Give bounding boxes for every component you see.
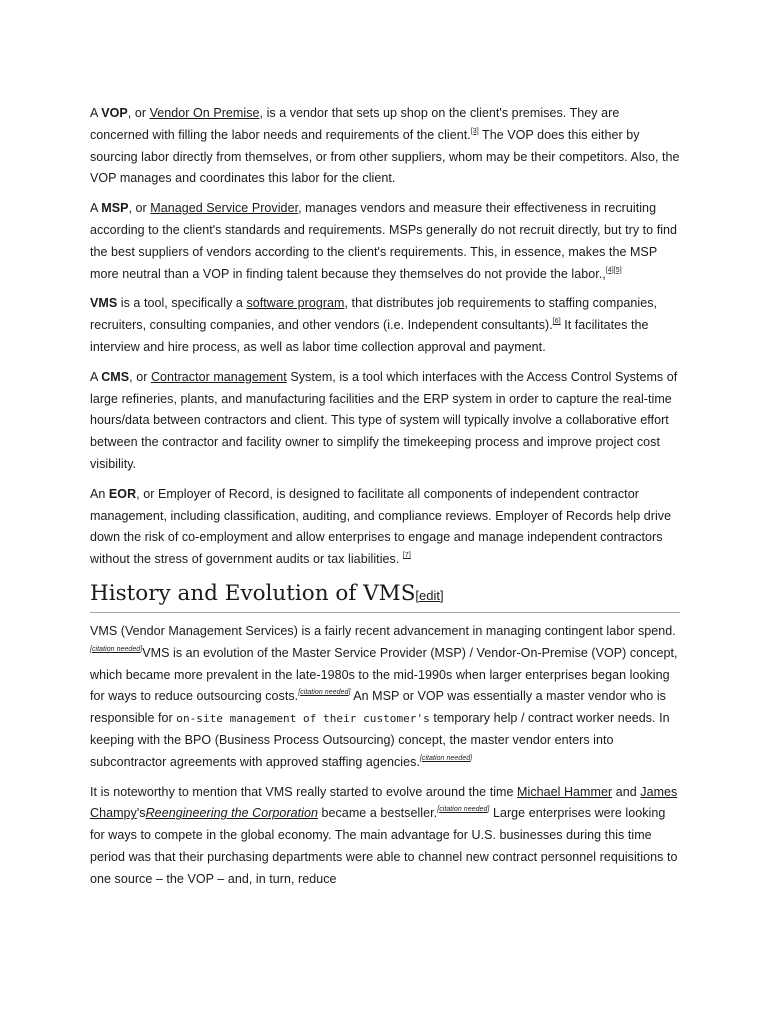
paragraph-eor bbox=[90, 484, 680, 571]
citation-needed-link[interactable]: citation needed bbox=[421, 754, 471, 762]
text: A bbox=[90, 201, 102, 216]
citation-4[interactable] bbox=[606, 267, 614, 274]
link-james-champy[interactable]: James Champy bbox=[90, 784, 678, 821]
text: , that distributes job requirements to staffing companies, recruiters, consulting companies, and other vendors (i.e. Independent consultants). bbox=[90, 296, 658, 333]
text: , is a vendor that sets up shop on the client's premises. They are concerned with filling the labor needs and requirements of the client. bbox=[90, 106, 620, 142]
term-msp: MSP bbox=[101, 201, 129, 216]
link-vendor-on-premise[interactable]: Vendor On Premise bbox=[149, 106, 260, 120]
term-cms: CMS bbox=[101, 369, 130, 384]
text: An bbox=[90, 486, 109, 501]
article-body bbox=[90, 103, 680, 899]
text: , or bbox=[129, 369, 151, 384]
paragraph-vms bbox=[90, 293, 680, 358]
text: A bbox=[90, 106, 102, 120]
text: , or Employer of Record, is designed to facilitate all components of independent contractor management, including classification, auditing, and compliance reviews. Employer of Records help drive down the risk of co-employment and allow enterprises to engage and manage independent contractors without the stress of government audits or tax liabilities. bbox=[90, 486, 672, 567]
citation-link[interactable]: [4] bbox=[605, 266, 614, 274]
link-reengineering-the-corporation[interactable]: Reengineering the Corporation bbox=[145, 806, 319, 821]
term-eor: EOR bbox=[108, 486, 137, 501]
edit-link[interactable]: edit bbox=[419, 587, 441, 603]
link-michael-hammer[interactable]: Michael Hammer bbox=[517, 784, 613, 799]
citation-needed[interactable]: [citation needed] bbox=[437, 806, 490, 814]
text: VMS is an evolution of the Master Service Provider (MSP) / Vendor-On-Premise (VOP) concept, which became more prevalent in the late-1980s to the mid-1990s when larger enterprises began looking for ways to reduce outsourcing costs. bbox=[90, 645, 678, 704]
text: Large enterprises were looking for ways to compete in the global economy. The main advantage for U.S. businesses during this time period was that their purchasing departments were able to channel new contract personnel requisitions to one source – the VOP – and, in turn, reduce bbox=[90, 806, 678, 886]
text: , or bbox=[127, 106, 150, 120]
text: temporary help / contract worker needs. In keeping with the BPO (Business Process Outsourcing) concept, the master vendor enters into subcontractor agreements with approved staffing agencies. bbox=[90, 711, 670, 769]
citation-needed[interactable]: [citation needed] bbox=[419, 754, 473, 762]
citation-5[interactable] bbox=[614, 267, 622, 274]
text: , manages vendors and measure their effectiveness in recruiting according to the client's standards and requirements. MSPs generally do not recruit directly, but try to find the best suppliers of vendors according to the client's requirements. This, in essence, makes the MSP more neutral than a VOP in finding talent because they themselves do not provide the labor., bbox=[90, 201, 678, 281]
citation-needed-link[interactable]: citation needed bbox=[300, 689, 349, 697]
citation-link[interactable]: [5] bbox=[613, 266, 622, 274]
text: 's bbox=[136, 806, 146, 821]
heading-title: History and Evolution of VMS bbox=[90, 580, 416, 606]
section-heading-history bbox=[90, 581, 680, 613]
text: on-site management of their customer's bbox=[176, 712, 430, 726]
link-software-program[interactable]: software program bbox=[246, 296, 345, 311]
citation-6[interactable] bbox=[553, 318, 561, 325]
paragraph-cms bbox=[90, 367, 680, 476]
term-vms: VMS bbox=[90, 296, 118, 311]
citation-needed[interactable]: [citation needed] bbox=[90, 645, 143, 653]
text: and bbox=[612, 784, 641, 799]
text: The VOP does this either by sourcing labor directly from themselves, or from other suppliers, whom may be their competitors. Also, the VOP manages and coordinates this labor for the client. bbox=[90, 127, 680, 186]
paragraph-vop bbox=[90, 103, 680, 190]
link-contractor-management[interactable]: Contractor management bbox=[150, 369, 287, 384]
citation-link[interactable]: [6] bbox=[552, 318, 561, 326]
text: It is noteworthy to mention that VMS really started to evolve around the time bbox=[90, 784, 518, 799]
bracket: [ bbox=[415, 587, 420, 603]
term-vop: VOP bbox=[101, 106, 128, 120]
citation-3[interactable] bbox=[471, 128, 479, 135]
citation-needed-link[interactable]: citation needed bbox=[92, 645, 141, 653]
citation-link[interactable]: [3] bbox=[470, 127, 479, 135]
text: A bbox=[90, 369, 102, 384]
paragraph-history-2 bbox=[90, 782, 680, 891]
text: VMS (Vendor Management Services) is a fairly recent advancement in managing contingent labor spend. bbox=[90, 623, 676, 638]
paragraph-history-1 bbox=[90, 621, 680, 774]
text: It facilitates the interview and hire process, as well as labor time collection approval and payment. bbox=[90, 318, 649, 354]
text: , or bbox=[128, 201, 151, 216]
citation-needed-link[interactable]: citation needed bbox=[439, 806, 488, 814]
link-managed-service-provider[interactable]: Managed Service Provider bbox=[150, 201, 299, 216]
bracket: ] bbox=[440, 587, 444, 603]
text: An MSP or VOP was essentially a master vendor who is responsible for bbox=[90, 689, 666, 726]
text: System, is a tool which interfaces with the Access Control Systems of large refineries, plants, and manufacturing facilities and the ERP system in order to capture the real-time hours/data between contractors and client. This type of system will typically involve a collaborative effort between the contractor and facility owner to simplify the timekeeping process and improve project cost visibility. bbox=[90, 369, 678, 471]
paragraph-msp bbox=[90, 198, 680, 285]
text: became a bestseller. bbox=[318, 806, 438, 821]
text: is a tool, specifically a bbox=[117, 296, 247, 311]
citation-7[interactable] bbox=[403, 552, 411, 559]
edit-section bbox=[415, 588, 443, 603]
citation-needed[interactable]: [citation needed] bbox=[298, 689, 351, 697]
citation-link[interactable]: [7] bbox=[402, 552, 411, 560]
